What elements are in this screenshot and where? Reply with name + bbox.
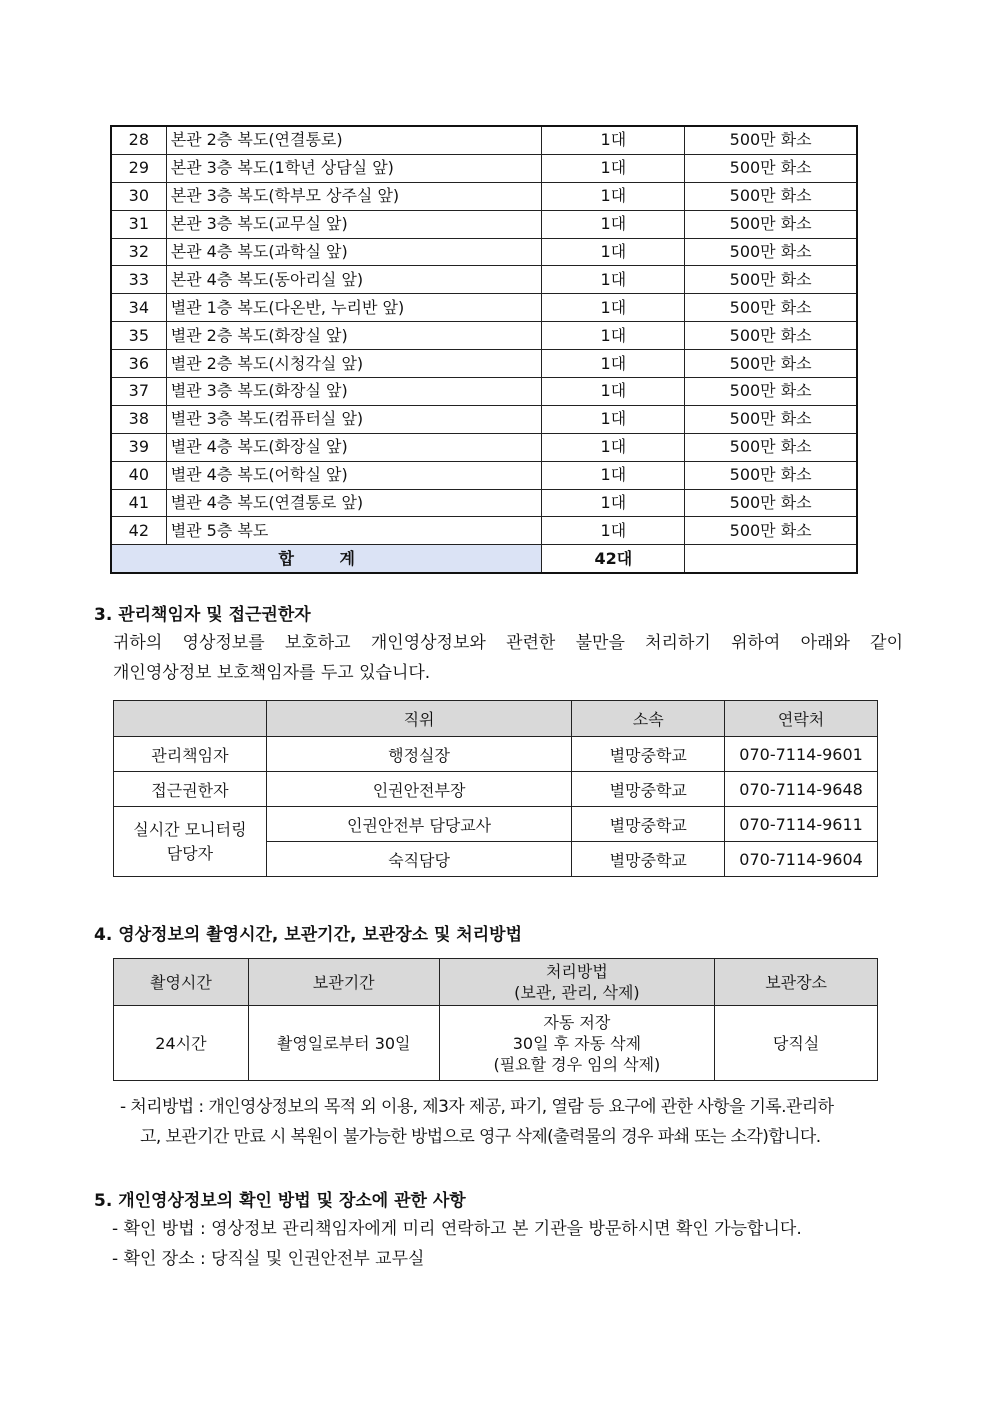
row-number: 32 [111, 238, 166, 266]
section5-item1: - 확인 방법 : 영상정보 관리책임자에게 미리 연락하고 본 기관을 방문하시면 확인 가능합니다. [112, 1219, 802, 1239]
phone-cell: 070-7114-9611 [725, 807, 878, 842]
count-cell: 1대 [542, 517, 685, 545]
count-cell: 1대 [542, 405, 685, 433]
row-number: 38 [111, 405, 166, 433]
section5-item2: - 확인 장소 : 당직실 및 인권안전부 교무실 [112, 1249, 425, 1269]
row-number: 31 [111, 210, 166, 238]
position-cell: 숙직담당 [266, 842, 572, 877]
monitor-row-1 [114, 807, 878, 842]
header-org: 소속 [572, 701, 725, 737]
location-cell: 별관 4층 복도(화장실 앞) [166, 433, 542, 461]
camera-row [111, 154, 857, 182]
count-cell: 1대 [542, 322, 685, 350]
monitor-role-cell [114, 807, 267, 877]
count-cell: 1대 [542, 433, 685, 461]
row-number: 40 [111, 461, 166, 489]
retention-row [114, 1006, 878, 1081]
row-number: 33 [111, 266, 166, 294]
monitor-role-line2: 담당자 [166, 843, 214, 863]
camera-row [111, 126, 857, 154]
count-cell: 1대 [542, 266, 685, 294]
count-cell: 1대 [542, 461, 685, 489]
time-cell: 24시간 [114, 1006, 249, 1081]
location-cell: 별관 2층 복도(화장실 앞) [166, 322, 542, 350]
camera-row [111, 294, 857, 322]
header-place: 보관장소 [715, 959, 878, 1006]
row-number: 30 [111, 182, 166, 210]
count-cell: 1대 [542, 378, 685, 406]
org-cell: 별망중학교 [572, 772, 725, 807]
row-number: 35 [111, 322, 166, 350]
place-cell: 당직실 [715, 1006, 878, 1081]
manager-table [113, 700, 878, 877]
location-cell: 별관 2층 복도(시청각실 앞) [166, 350, 542, 378]
position-cell: 인권안전부 담당교사 [266, 807, 572, 842]
count-cell: 1대 [542, 154, 685, 182]
camera-row [111, 489, 857, 517]
row-number: 36 [111, 350, 166, 378]
camera-row [111, 266, 857, 294]
camera-row [111, 322, 857, 350]
section4-title: 4. 영상정보의 촬영시간, 보관기간, 보관장소 및 처리방법 [94, 925, 522, 945]
count-cell: 1대 [542, 489, 685, 517]
camera-installation-table [110, 125, 858, 574]
monitor-role-line1: 실시간 모니터링 [133, 819, 247, 839]
header-method [439, 959, 715, 1006]
pixels-cell: 500만 화소 [685, 489, 857, 517]
header-method-line2: (보관, 관리, 삭제) [514, 983, 640, 1002]
pixels-cell: 500만 화소 [685, 294, 857, 322]
row-number: 41 [111, 489, 166, 517]
camera-row [111, 433, 857, 461]
location-cell: 본관 3층 복도(교무실 앞) [166, 210, 542, 238]
header-position: 직위 [266, 701, 572, 737]
org-cell: 별망중학교 [572, 842, 725, 877]
pixels-cell: 500만 화소 [685, 182, 857, 210]
role-cell: 접근권한자 [114, 772, 267, 807]
location-cell: 본관 4층 복도(과학실 앞) [166, 238, 542, 266]
method-line3: (필요할 경우 임의 삭제) [493, 1054, 661, 1074]
camera-row [111, 405, 857, 433]
method-cell [439, 1006, 715, 1081]
pixels-cell: 500만 화소 [685, 461, 857, 489]
section4-note-line1: - 처리방법 : 개인영상정보의 목적 외 이용, 제3자 제공, 파기, 열람 등 요구에 관한 사항을 기록.관리하 [120, 1097, 834, 1117]
total-label: 합 계 [111, 545, 542, 573]
row-number: 37 [111, 378, 166, 406]
header-blank [114, 701, 267, 737]
position-cell: 행정실장 [266, 737, 572, 772]
retention-table-header [114, 959, 878, 1006]
retention-table [113, 958, 878, 1081]
row-number: 28 [111, 126, 166, 154]
period-cell: 촬영일로부터 30일 [248, 1006, 439, 1081]
total-count: 42대 [542, 545, 685, 573]
pixels-cell: 500만 화소 [685, 238, 857, 266]
manager-table-header [114, 701, 878, 737]
camera-row [111, 182, 857, 210]
section4-note-line2: 고, 보관기간 만료 시 복원이 불가능한 방법으로 영구 삭제(출력물의 경우 파쇄 또는 소각)합니다. [140, 1127, 821, 1147]
section5-title: 5. 개인영상정보의 확인 방법 및 장소에 관한 사항 [94, 1191, 466, 1211]
pixels-cell: 500만 화소 [685, 154, 857, 182]
camera-row [111, 238, 857, 266]
pixels-cell: 500만 화소 [685, 210, 857, 238]
count-cell: 1대 [542, 182, 685, 210]
pixels-cell: 500만 화소 [685, 378, 857, 406]
header-method-line1: 처리방법 [545, 962, 608, 981]
pixels-cell: 500만 화소 [685, 126, 857, 154]
location-cell: 본관 4층 복도(동아리실 앞) [166, 266, 542, 294]
access-row [114, 772, 878, 807]
location-cell: 본관 3층 복도(학부모 상주실 앞) [166, 182, 542, 210]
pixels-cell: 500만 화소 [685, 322, 857, 350]
location-cell: 본관 2층 복도(연결통로) [166, 126, 542, 154]
camera-row [111, 350, 857, 378]
camera-total-row [111, 545, 857, 573]
pixels-cell: 500만 화소 [685, 433, 857, 461]
header-period: 보관기간 [248, 959, 439, 1006]
location-cell: 별관 1층 복도(다온반, 누리반 앞) [166, 294, 542, 322]
camera-row [111, 517, 857, 545]
camera-row [111, 461, 857, 489]
location-cell: 별관 3층 복도(컴퓨터실 앞) [166, 405, 542, 433]
row-number: 29 [111, 154, 166, 182]
location-cell: 본관 3층 복도(1학년 상담실 앞) [166, 154, 542, 182]
count-cell: 1대 [542, 126, 685, 154]
org-cell: 별망중학교 [572, 807, 725, 842]
count-cell: 1대 [542, 350, 685, 378]
location-cell: 별관 5층 복도 [166, 517, 542, 545]
location-cell: 별관 4층 복도(연결통로 앞) [166, 489, 542, 517]
camera-row [111, 378, 857, 406]
pixels-cell: 500만 화소 [685, 266, 857, 294]
row-number: 39 [111, 433, 166, 461]
phone-cell: 070-7114-9601 [725, 737, 878, 772]
row-number: 42 [111, 517, 166, 545]
method-line2: 30일 후 자동 삭제 [512, 1033, 642, 1053]
count-cell: 1대 [542, 294, 685, 322]
position-cell: 인권안전부장 [266, 772, 572, 807]
camera-table-body [111, 126, 857, 545]
pixels-cell: 500만 화소 [685, 405, 857, 433]
phone-cell: 070-7114-9604 [725, 842, 878, 877]
org-cell: 별망중학교 [572, 737, 725, 772]
header-time: 촬영시간 [114, 959, 249, 1006]
section3-line1: 귀하의 영상정보를 보호하고 개인영상정보와 관련한 불만을 처리하기 위하여 아래와 같이 [113, 633, 903, 653]
manager-row [114, 737, 878, 772]
method-line1: 자동 저장 [543, 1012, 611, 1032]
phone-cell: 070-7114-9648 [725, 772, 878, 807]
row-number: 34 [111, 294, 166, 322]
header-contact: 연락처 [725, 701, 878, 737]
section3-line2: 개인영상정보 보호책임자를 두고 있습니다. [113, 663, 431, 683]
count-cell: 1대 [542, 238, 685, 266]
section3-title: 3. 관리책임자 및 접근권한자 [94, 605, 311, 625]
pixels-cell: 500만 화소 [685, 517, 857, 545]
pixels-cell: 500만 화소 [685, 350, 857, 378]
count-cell: 1대 [542, 210, 685, 238]
role-cell: 관리책임자 [114, 737, 267, 772]
location-cell: 별관 3층 복도(화장실 앞) [166, 378, 542, 406]
location-cell: 별관 4층 복도(어학실 앞) [166, 461, 542, 489]
camera-row [111, 210, 857, 238]
total-pixels [685, 545, 857, 573]
